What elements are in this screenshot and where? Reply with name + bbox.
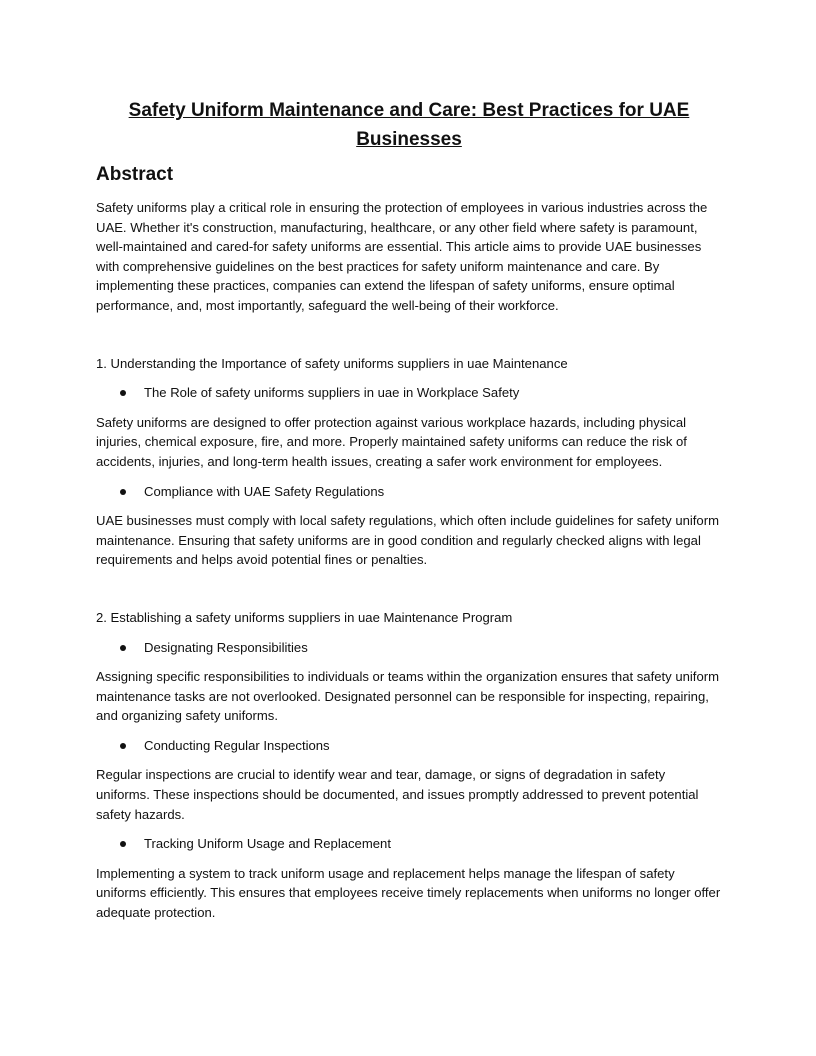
section-1	[96, 354, 722, 570]
body-paragraph: Assigning specific responsibilities to individuals or teams within the organization ensures that safety uniform maintenance tasks are not overlooked. Designated personnel can be responsible for inspecting, repairing, and organizing safety uniforms.	[96, 669, 719, 724]
body-paragraph: UAE businesses must comply with local safety regulations, which often include guidelines for safety uniform maintenance. Ensuring that safety uniforms are in good condition and regularly checked aligns with legal requirements and helps avoid potential fines or penalties.	[96, 513, 719, 568]
bullet-item	[96, 834, 722, 854]
bullet-label: Designating Responsibilities	[144, 639, 308, 655]
bullet-dot-icon	[120, 743, 126, 749]
bullet-dot-icon	[120, 841, 126, 847]
document-title: Safety Uniform Maintenance and Care: Best Practices for UAE Businesses	[128, 100, 690, 150]
bullet-dot-icon	[120, 645, 126, 651]
body-paragraph: Regular inspections are crucial to identify wear and tear, damage, or signs of degradation in safety uniforms. These inspections should be documented, and issues promptly addressed to prevent potential safety hazards.	[96, 767, 699, 822]
section-spacer	[96, 580, 722, 608]
section-spacer	[96, 326, 722, 354]
bullet-dot-icon	[120, 390, 126, 396]
body-paragraph: Safety uniforms are designed to offer protection against various workplace hazards, including physical injuries, chemical exposure, fire, and more. Properly maintained safety uniforms can reduce the risk of accidents, injuries, and long-term health issues, creating a safer work environment for employees.	[96, 414, 687, 469]
section-title: 2. Establishing a safety uniforms suppliers in uae Maintenance Program	[96, 609, 513, 625]
document-page	[96, 96, 722, 933]
abstract-heading: Abstract	[96, 164, 174, 185]
bullet-item	[96, 482, 722, 502]
section-2	[96, 608, 722, 923]
abstract-paragraph: Safety uniforms play a critical role in ensuring the protection of employees in various industries across the UAE. Whether it's construction, manufacturing, healthcare, or any other field where safety is paramount, well-maintained and cared-for safety uniforms are essential. This article aims to provide UAE businesses with comprehensive guidelines on the best practices for safety uniform maintenance and care. By implementing these practices, companies can extend the lifespan of safety uniforms, ensure optimal performance, and, most importantly, safeguard the well-being of their workforce.	[96, 200, 708, 313]
bullet-item	[96, 638, 722, 658]
body-paragraph: Implementing a system to track uniform usage and replacement helps manage the lifespan of safety uniforms efficiently. This ensures that employees receive timely replacements when uniforms no longer offer adequate protection.	[96, 865, 721, 921]
bullet-label: Tracking Uniform Usage and Replacement	[144, 836, 391, 852]
bullet-label: The Role of safety uniforms suppliers in uae in Workplace Safety	[144, 385, 520, 401]
bullet-item	[96, 736, 722, 756]
section-title: 1. Understanding the Importance of safety uniforms suppliers in uae Maintenance	[96, 355, 568, 371]
bullet-item	[96, 383, 722, 403]
bullet-dot-icon	[120, 489, 126, 495]
bullet-label: Conducting Regular Inspections	[144, 737, 330, 753]
bullet-label: Compliance with UAE Safety Regulations	[144, 483, 385, 499]
